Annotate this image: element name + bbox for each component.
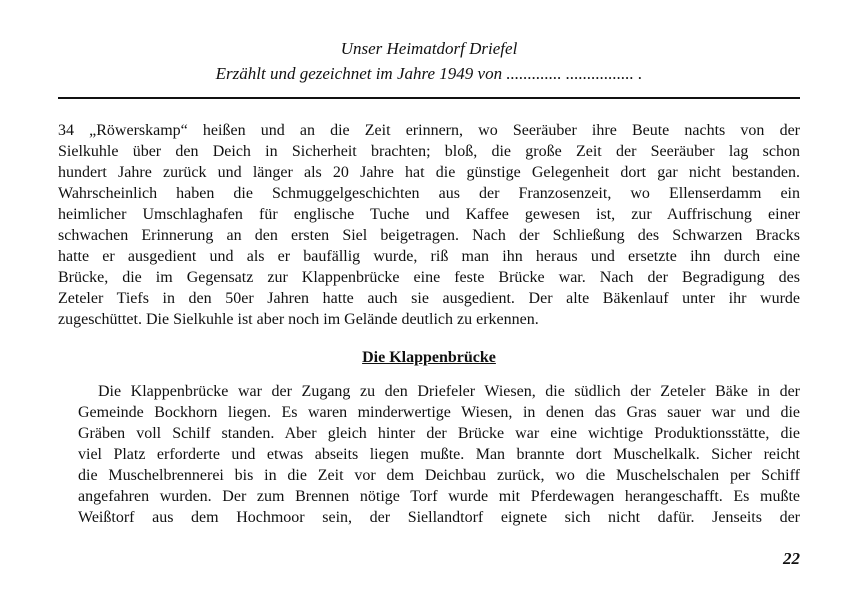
paragraph-line: Gemeinde Bockhorn liegen. Es waren minderwertige Wiesen, in denen das Gras sauer war und die: [78, 404, 800, 421]
paragraph-line: 34 „Röwerskamp“ heißen und an die Zeit erinnern, wo Seeräuber ihre Beute nachts von der: [58, 122, 800, 139]
paragraph-line: Weißtorf aus dem Hochmoor sein, der Siellandtorf eignete sich nicht dafür. Jenseits der: [78, 509, 800, 526]
paragraph-line: die Muschelbrennerei bis in die Zeit vor dem Deichbau zurück, wo die Muschelschalen per Schiff: [78, 467, 800, 484]
paragraph-line: Sielkuhle über den Deich in Sicherheit brachten; bloß, die große Zeit der Seeräuber lag schon: [58, 143, 800, 160]
paragraph-line: heimlicher Umschlaghafen für englische Tuche und Kaffee gewesen ist, zur Auffrischung einer: [58, 206, 800, 223]
section-heading: Die Klappenbrücke: [362, 349, 496, 366]
paragraph-line: Zeteler Tiefs in den 50er Jahren hatte auch sie ausgedient. Der alte Bäkenlauf unter ihr wurde: [58, 290, 800, 307]
paragraph-line: Brücke, die im Gegensatz zur Klappenbrücke eine feste Brücke war. Nach der Begradigung des: [58, 269, 800, 286]
header-title: Unser Heimatdorf Driefel: [340, 39, 518, 58]
header-rule: [58, 97, 800, 99]
paragraph-1: [58, 120, 800, 330]
page-header: [58, 36, 800, 86]
paragraph-line: Die Klappenbrücke war der Zugang zu den Driefeler Wiesen, die südlich der Zeteler Bäke in der: [98, 383, 800, 400]
header-subtitle: Erzählt und gezeichnet im Jahre 1949 von ............. ................ .: [215, 64, 643, 83]
paragraph-line: Gräben voll Schilf standen. Aber gleich hinter der Brücke war eine wichtige Produktionsstätte, die: [78, 425, 800, 442]
paragraph-2: [58, 381, 800, 528]
paragraph-line: Wahrscheinlich haben die Schmuggelgeschichten aus der Franzosenzeit, wo Ellenserdamm ein: [58, 185, 800, 202]
paragraph-line: hatte er ausgedient und als er baufällig wurde, riß man ihn heraus und ersetzte ihn durch eine: [58, 248, 800, 265]
paragraph-line: viel Platz erforderte und etwas abseits liegen mußte. Man brannte dort Muschelkalk. Sicher reicht: [78, 446, 800, 463]
page-number: 22: [783, 549, 800, 568]
paragraph-line: zugeschüttet. Die Sielkuhle ist aber noch im Gelände deutlich zu erkennen.: [58, 311, 539, 328]
paragraph-line: angefahren wurden. Der zum Brennen nötige Torf wurde mit Pferdewagen herangeschafft. Es mußte: [78, 488, 800, 505]
paragraph-line: hundert Jahre zurück und länger als 20 Jahre hat die günstige Gelegenheit dort gar nicht bestanden.: [58, 164, 800, 181]
paragraph-line: schwachen Erinnerung an den ersten Siel beigetragen. Nach der Schließung des Schwarzen Bracks: [58, 227, 800, 244]
